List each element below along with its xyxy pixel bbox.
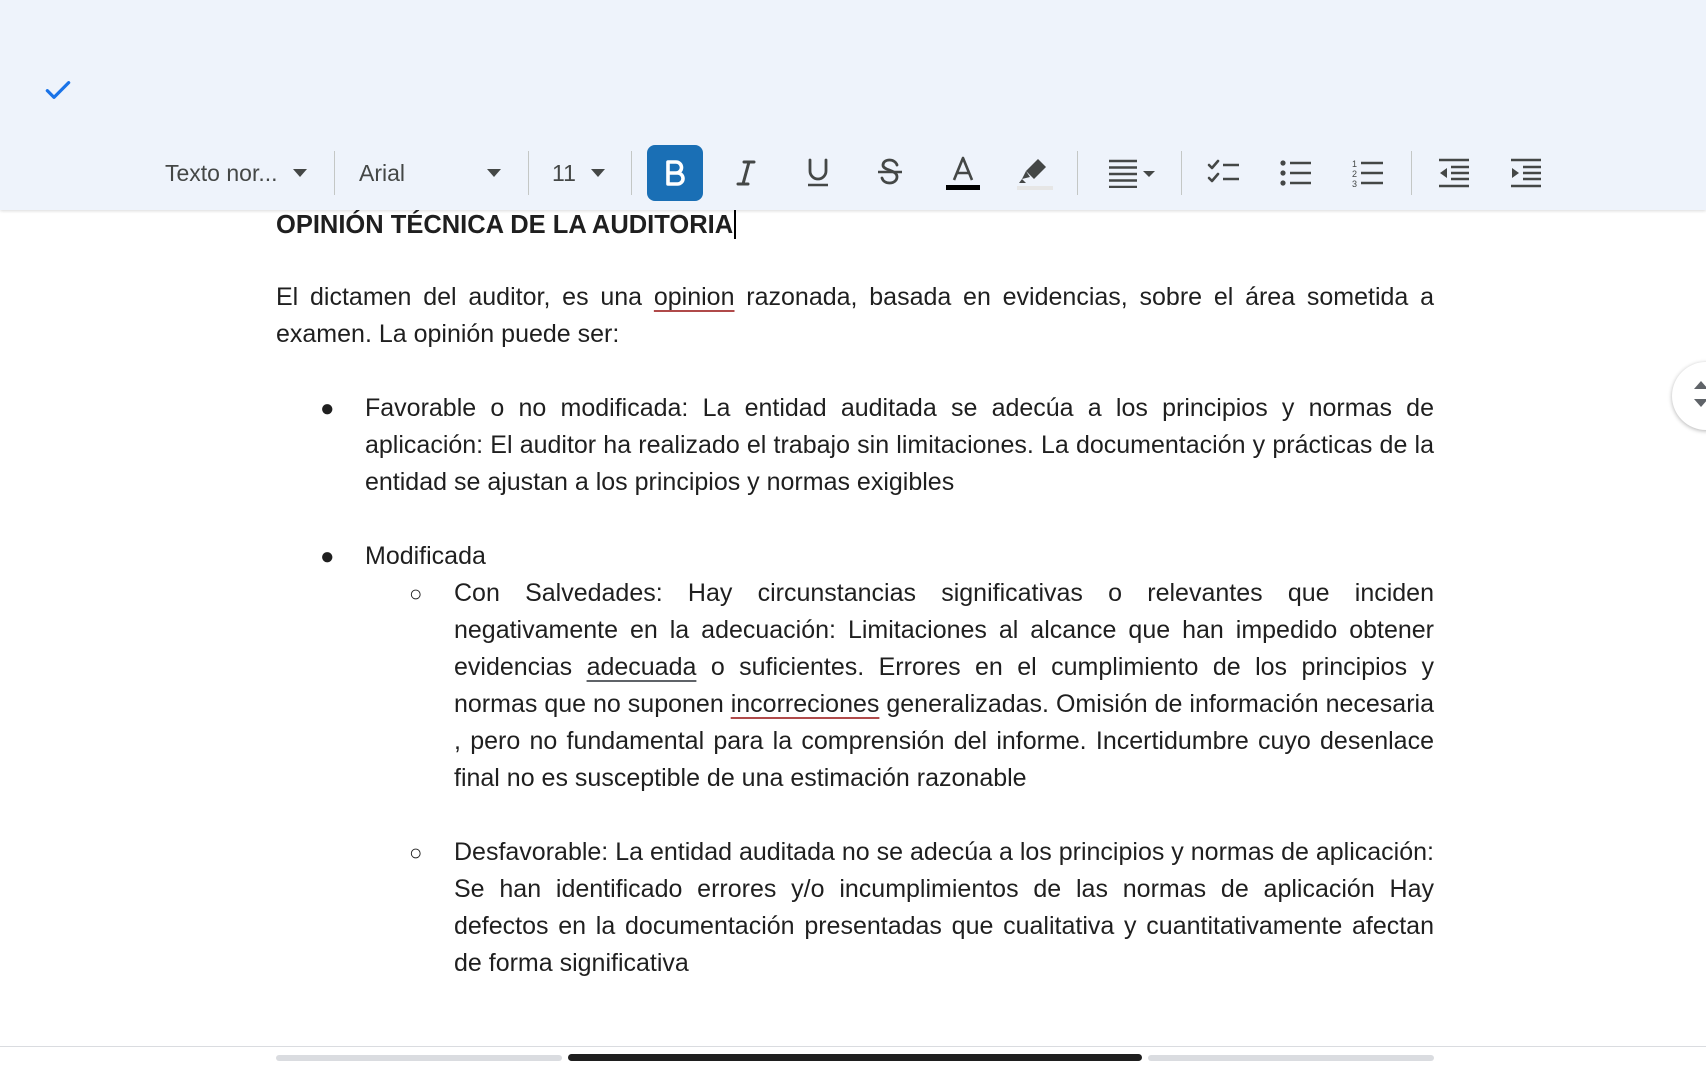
grammar-flagged-word[interactable]: adecuada bbox=[586, 653, 697, 681]
top-toolbar bbox=[0, 0, 1706, 210]
scroll-thumb[interactable] bbox=[568, 1054, 1142, 1061]
list-item bbox=[276, 390, 1434, 501]
divider bbox=[528, 151, 529, 195]
bullet-marker: ● bbox=[320, 543, 335, 570]
intro-paragraph bbox=[276, 279, 1434, 353]
chevron-down-icon bbox=[487, 169, 501, 177]
paragraph-style-value: Texto nor... bbox=[165, 159, 278, 186]
divider bbox=[1181, 151, 1182, 195]
sub-bullet-marker: ○ bbox=[409, 581, 423, 606]
divider bbox=[1411, 151, 1412, 195]
chevron-up-icon bbox=[1694, 381, 1706, 389]
italic-button[interactable] bbox=[718, 145, 774, 201]
text-run: generalizadas. Omisión de información necesaria , pero no fundamental para la comprensión del informe. Incertidumbre cuyo desenlace final no es susceptible de una estimación razonable bbox=[454, 690, 1434, 792]
bullet-marker: ● bbox=[320, 395, 335, 422]
spelling-flagged-word[interactable]: incorreciones bbox=[730, 690, 880, 718]
horizontal-scrollbar[interactable] bbox=[0, 1046, 1706, 1069]
bulleted-list-icon bbox=[1280, 159, 1312, 187]
text-run: o suficientes. Errores en el cumplimiento de los principios y normas que no suponen bbox=[454, 653, 1434, 718]
chevron-down-icon bbox=[1694, 399, 1706, 407]
align-icon bbox=[1107, 158, 1159, 188]
decrease-indent-icon bbox=[1438, 158, 1470, 188]
text-color-icon bbox=[945, 155, 981, 191]
chevron-down-icon bbox=[591, 169, 605, 177]
highlight-button[interactable] bbox=[1007, 145, 1063, 201]
text-color-button[interactable] bbox=[935, 145, 991, 201]
spacer bbox=[276, 797, 1434, 834]
checklist-icon bbox=[1207, 159, 1241, 187]
strikethrough-icon bbox=[876, 158, 904, 188]
divider bbox=[1077, 151, 1078, 195]
divider bbox=[334, 151, 335, 195]
document-heading bbox=[276, 205, 1434, 245]
font-size-dropdown[interactable] bbox=[552, 145, 612, 201]
text-run: El dictamen del auditor, es una bbox=[276, 283, 654, 311]
font-size-value: 11 bbox=[552, 159, 576, 186]
heading-text: OPINIÓN TÉCNICA DE LA AUDITORIA bbox=[276, 211, 734, 239]
sub-bullet-marker: ○ bbox=[409, 840, 423, 865]
list-item bbox=[276, 538, 1434, 575]
text-cursor bbox=[734, 209, 736, 239]
scroll-handle-button[interactable] bbox=[1672, 362, 1706, 430]
bold-icon bbox=[663, 160, 687, 186]
paragraph-style-dropdown[interactable] bbox=[165, 145, 315, 201]
svg-text:2: 2 bbox=[1352, 169, 1358, 179]
italic-icon bbox=[734, 160, 758, 186]
decrease-indent-button[interactable] bbox=[1426, 145, 1482, 201]
scroll-track bbox=[1148, 1055, 1434, 1061]
list-item-text: Desfavorable: La entidad auditada no se adecúa a los principios y normas de aplicación: Se han identificado errores y/o incumplimientos de las normas de aplicación Hay defectos en la documentación presentadas que cualitativa y cuantitativamente afectan de forma significativa bbox=[454, 838, 1434, 977]
svg-text:1: 1 bbox=[1352, 159, 1358, 169]
highlighter-icon bbox=[1016, 155, 1054, 191]
list-item-text: Modificada bbox=[365, 542, 486, 570]
numbered-list-button[interactable] bbox=[1340, 145, 1396, 201]
formatting-toolbar bbox=[0, 145, 1706, 201]
align-dropdown[interactable] bbox=[1100, 145, 1166, 201]
increase-indent-button[interactable] bbox=[1498, 145, 1554, 201]
list-item-text: Favorable o no modificada: La entidad auditada se adecúa a los principios y normas de aplicación: El auditor ha realizado el trabajo sin limitaciones. La documentación y prácticas de la entidad se ajustan a los principios y normas exigibles bbox=[365, 394, 1434, 496]
scroll-track bbox=[276, 1055, 562, 1061]
checklist-button[interactable] bbox=[1196, 145, 1252, 201]
spelling-flagged-word[interactable]: opinion bbox=[653, 283, 735, 311]
divider bbox=[631, 151, 632, 195]
numbered-list-icon bbox=[1352, 158, 1384, 188]
font-family-dropdown[interactable] bbox=[359, 145, 509, 201]
sub-list-item bbox=[276, 834, 1434, 982]
font-family-value: Arial bbox=[359, 159, 406, 186]
bold-button[interactable] bbox=[647, 145, 703, 201]
done-button[interactable] bbox=[38, 70, 78, 110]
check-icon bbox=[42, 74, 74, 106]
svg-text:3: 3 bbox=[1352, 179, 1358, 188]
sub-list-item bbox=[276, 575, 1434, 797]
bulleted-list-button[interactable] bbox=[1268, 145, 1324, 201]
document-body[interactable] bbox=[276, 205, 1434, 982]
chevron-down-icon bbox=[293, 169, 307, 177]
underline-button[interactable] bbox=[790, 145, 846, 201]
text-run: razonada, basada en evidencias, sobre el área sometida a examen. La opinión puede ser: bbox=[276, 283, 1435, 348]
text-run: Con Salvedades: Hay circunstancias significativas o relevantes que inciden negativamente en la adecuación: Limitaciones al alcance que han impedido obtener evidencias bbox=[454, 579, 1434, 681]
strikethrough-button[interactable] bbox=[862, 145, 918, 201]
increase-indent-icon bbox=[1510, 158, 1542, 188]
underline-icon bbox=[805, 158, 831, 188]
